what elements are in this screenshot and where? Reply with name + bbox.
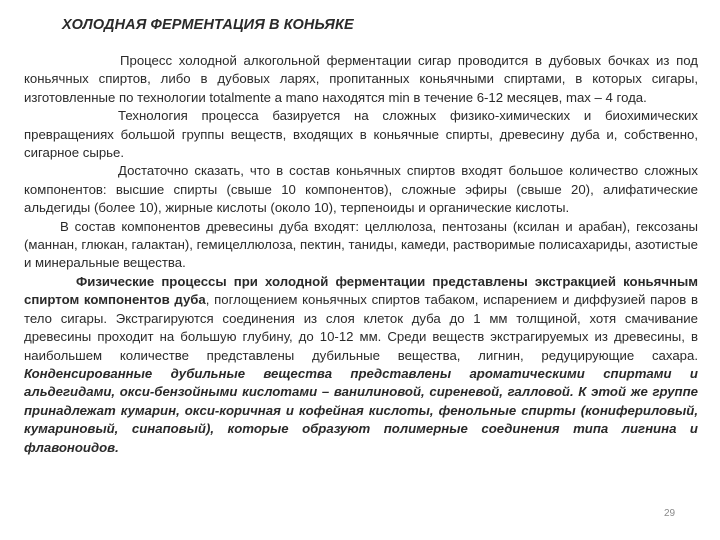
page-title: ХОЛОДНАЯ ФЕРМЕНТАЦИЯ В КОНЬЯКЕ: [62, 17, 354, 33]
paragraph-5-bold: Физические процессы при холодной ферментации представлены экстракцией коньячным спиртом компонентов дуба: [24, 273, 698, 308]
paragraph-4: В состав компонентов древесины дуба входят: целлюлоза, пентозаны (ксилан и арабан), гексозаны (маннан, глюкан, галактан), гемицеллюлоза, пектин, таниды, камеди, растворимые полисахариды, азотистые и минеральные вещества.: [24, 218, 698, 271]
paragraph-5-normal: , поглощением коньячных спиртов табаком, испарением и диффузией паров в тело сигары. Экстрагируются соединения из слоя клеток дуба до 1 мм толщиной, хотя смачивание древесины проходит на большую глубину, до 10-12 мм. Среди веществ экстрагируемых из древесины, в наибольшем количестве представлены дубильные вещества, лигнин, редуцирующие сахара.: [24, 292, 698, 363]
page-number: 29: [664, 508, 676, 519]
paragraph-3: Достаточно сказать, что в состав коньячных спиртов входят большое количество сложных компонентов: высшие спирты (свыше 10 компонентов), сложные эфиры (свыше 20), алифатические альдегиды (более 10), жирные кислоты (около 10), терпеноиды и органические кислоты.: [24, 163, 698, 216]
paragraph-5-bold-italic: Конденсированные дубильные вещества представлены ароматическими спиртами и альдегидами, окси-бензойными кислотами – ванилиновой, сиреневой, галловой. К этой же группе принадлежат кумарин, окси-коричная и кофейная кислоты, фенольные спирты (конифериловый, кумариновый, синаповый), которые образуют полимерные соединения типа лигнина и флавоноидов.: [24, 365, 698, 455]
body-text: [24, 52, 698, 457]
paragraph-5: [24, 273, 698, 457]
paragraph-2: Технология процесса базируется на сложных физико-химических и биохимических превращениях большой группы веществ, входящих в коньячные спирты, древесину дуба и, собственно, сигарное сырье.: [24, 108, 698, 161]
paragraph-1: Процесс холодной алкогольной ферментации сигар проводится в дубовых бочках из под коньячных спиртов, либо в дубовых ларях, пропитанных коньячными спиртами, в которых сигары, изготовленные по технологии totalmente a mano находятся min в течение 6-12 месяцев, max – 4 года.: [24, 53, 698, 105]
